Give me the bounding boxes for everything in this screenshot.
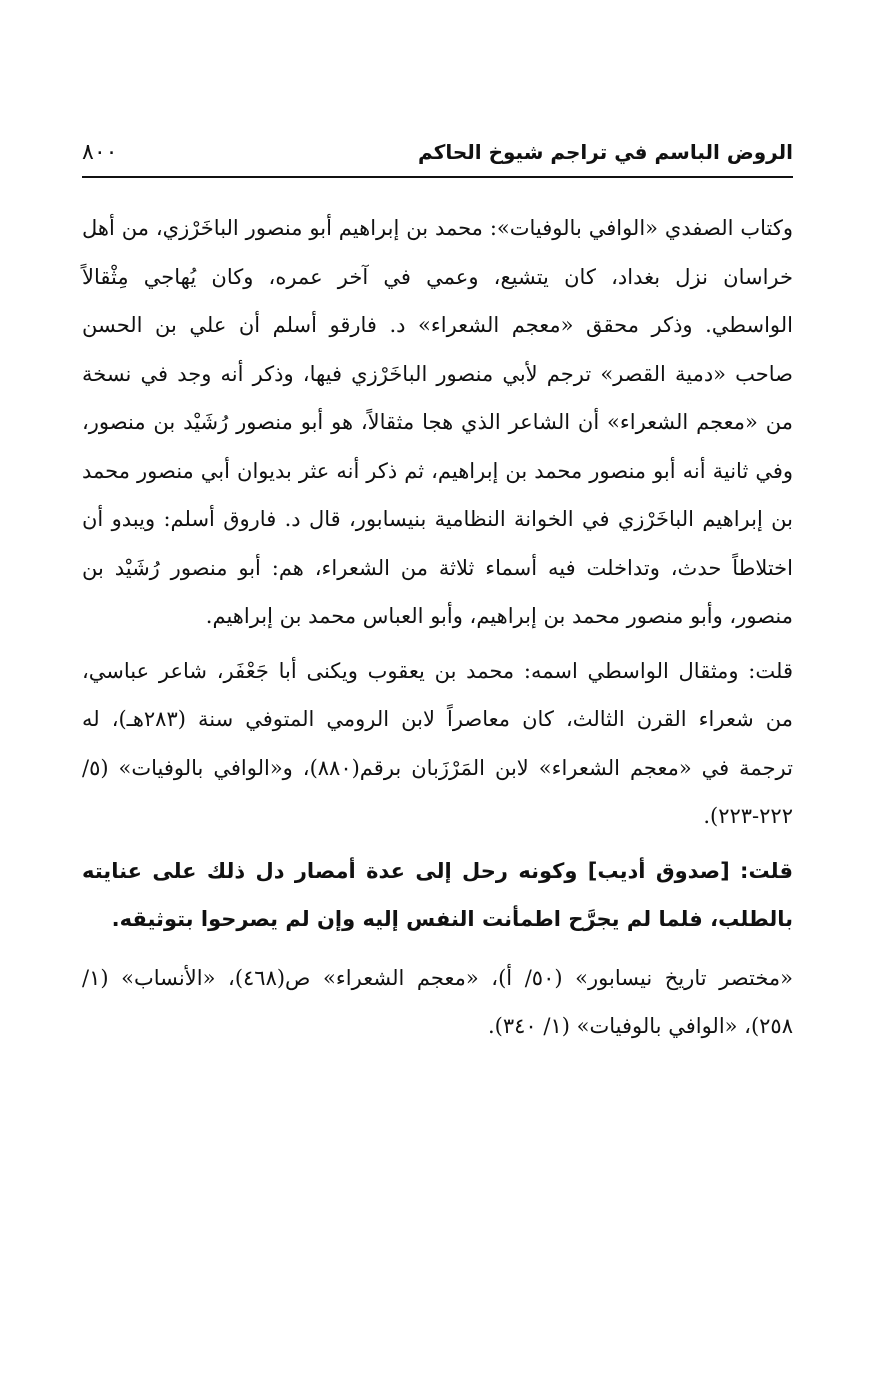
header-divider bbox=[82, 176, 793, 178]
paragraph-sources: «مختصر تاريخ نيسابور» (٥٠/ أ)، «معجم الشعراء» ص(٤٦٨)، «الأنساب» (١/ ٢٥٨)، «الوافي بالوفيات» (١/ ٣٤٠). bbox=[82, 965, 793, 1038]
paragraph-biography-notes: وكتاب الصفدي «الوافي بالوفيات»: محمد بن إبراهيم أبو منصور الباخَرْزي، من أهل خراسان نزل بغداد، كان يتشيع، وعمي في آخر عمره، وكان يُهاجي مِثْقالاً الواسطي. وذكر محقق «معجم الشعراء» د. فارقو أسلم أن علي بن الحسن صاحب «دمية القصر» ترجم لأبي منصور الباخَرْزي فيها، وذكر أنه وجد في نسخة من «معجم الشعراء» أن الشاعر الذي هجا مثقالاً، هو أبو منصور رُشَيْد بن منصور، وفي ثانية أنه أبو منصور محمد بن إبراهيم، ثم ذكر أنه عثر بديوان أبي منصور محمد بن إبراهيم الباخَرْزي في الخوانة النظامية بنيسابور، قال د. فاروق أسلم: ويبدو أن اختلاطاً حدث، وتداخلت فيه أسماء ثلاثة من الشعراء، هم: أبو منصور رُشَيْد بن منصور، وأبو منصور محمد بن إبراهيم، وأبو العباس محمد بن إبراهيم. bbox=[82, 216, 793, 628]
page-number: ٨٠٠ bbox=[82, 140, 118, 165]
running-header bbox=[82, 138, 793, 178]
book-title: الروض الباسم في تراجم شيوخ الحاكم bbox=[418, 140, 793, 164]
paragraph-mithqal-note: قلت: ومثقال الواسطي اسمه: محمد بن يعقوب ويكنى أبا جَعْفَر، شاعر عباسي، من شعراء القرن الثالث، كان معاصراً لابن الرومي المتوفي سنة (٢٨٣هـ)، له ترجمة في «معجم الشعراء» لابن المَرْزَبان برقم(٨٨٠)، و«الوافي بالوفيات» (٥/ ٢٢٢-٢٢٣). bbox=[82, 658, 793, 828]
paragraph-verdict: قلت: [صدوق أديب] وكونه رحل إلى عدة أمصار دل ذلك على عنايته بالطلب، فلما لم يجرَّح اطمأنت النفس إليه وإن لم يصرحوا بتوثيقه. bbox=[82, 858, 793, 931]
main-text bbox=[82, 204, 793, 1051]
